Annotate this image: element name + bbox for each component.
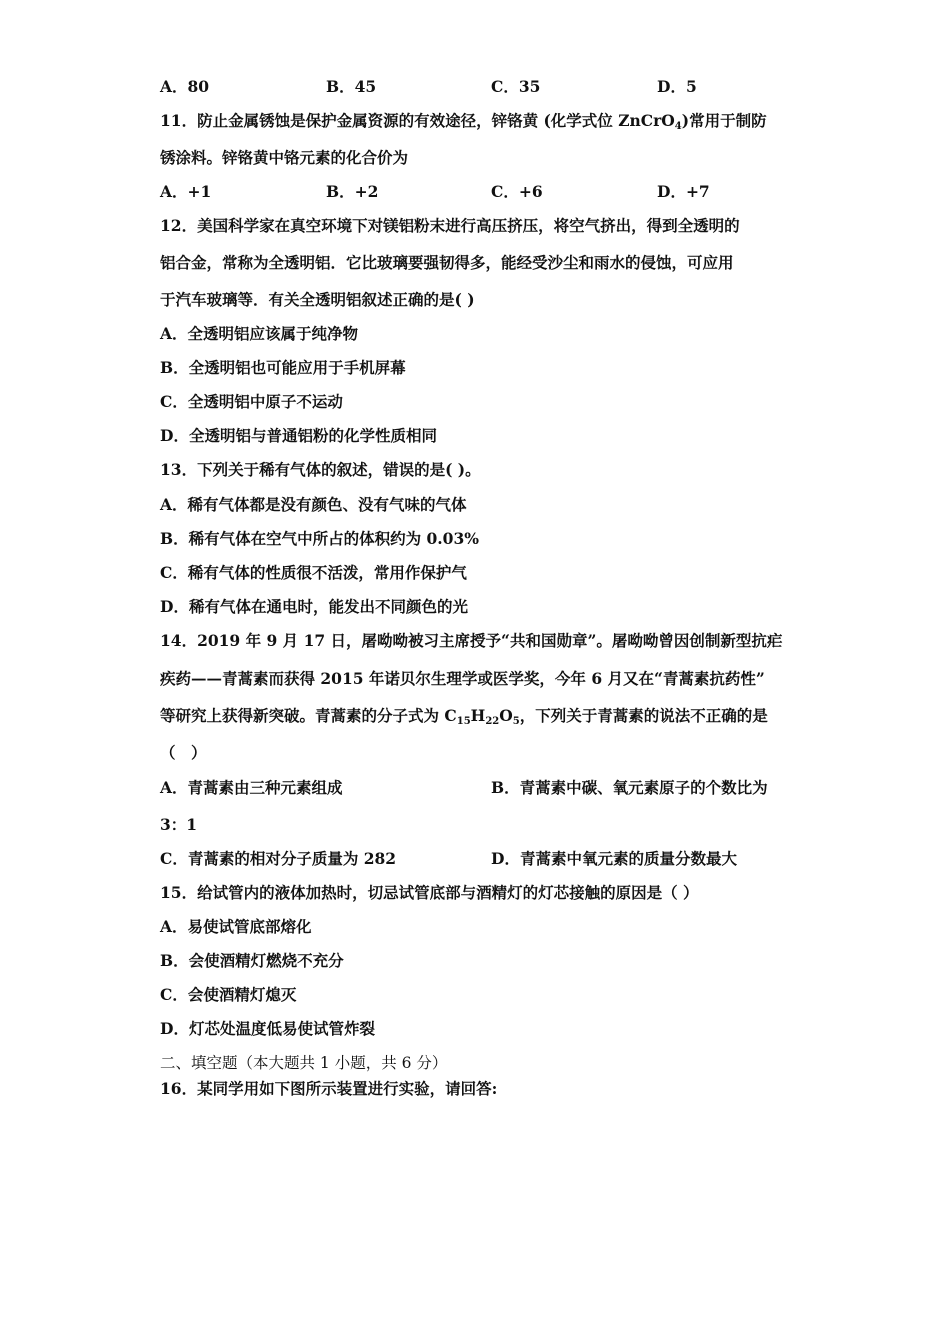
q12-option-b: B．全透明铝也可能应用于手机屏幕 xyxy=(160,358,406,377)
q12-option-a: A．全透明铝应该属于纯净物 xyxy=(160,324,359,343)
q14-stem-line3 xyxy=(160,706,768,726)
q13-option-c: C．稀有气体的性质很不活泼，常用作保护气 xyxy=(160,563,467,582)
q15-option-b: B．会使酒精灯燃烧不充分 xyxy=(160,951,344,970)
q14-stem-line2: 疾药——青蒿素而获得 2015 年诺贝尔生理学或医学奖，今年 6 月又在“青蒿素抗药性” xyxy=(160,669,765,688)
q14-text: 等研究上获得新突破。青蒿素的分子式为 C xyxy=(160,706,457,725)
q15-option-c: C．会使酒精灯熄灭 xyxy=(160,985,297,1004)
subscript: 15 xyxy=(456,716,471,727)
section-title: 二、填空题（本大题共 1 小题，共 6 分） xyxy=(160,1054,448,1072)
subscript: 22 xyxy=(485,716,500,727)
q12-option-d: D．全透明铝与普通铝粉的化学性质相同 xyxy=(160,426,437,445)
q14-option-a: A．青蒿素由三种元素组成 xyxy=(160,778,343,797)
q14-option-b-continued: 3：1 xyxy=(160,815,198,834)
q16-stem: 16．某同学用如下图所示装置进行实验，请回答: xyxy=(160,1079,498,1098)
q14-option-b: B．青蒿素中碳、氧元素原子的个数比为 xyxy=(491,778,768,797)
q11-stem-line2: 锈涂料。锌铬黄中铬元素的化合价为 xyxy=(160,148,409,167)
q12-stem-line1: 12．美国科学家在真空环境下对镁铝粉末进行高压挤压，将空气挤出，得到全透明的 xyxy=(160,216,740,235)
q11-text: 11．防止金属锈蚀是保护金属资源的有效途径，锌铬黄 (化学式位 ZnCrO xyxy=(160,111,675,130)
q14-stem-line4: （ ） xyxy=(160,743,207,762)
q10-option-d: D．5 xyxy=(657,77,697,96)
q11-option-b: B．+2 xyxy=(326,182,379,201)
q11-option-a: A．+1 xyxy=(160,182,212,201)
q10-option-b: B．45 xyxy=(326,77,377,96)
element-symbol: H xyxy=(470,706,486,725)
q14-text: ，下列关于青蒿素的说法不正确的是 xyxy=(519,706,768,725)
q13-option-d: D．稀有气体在通电时，能发出不同颜色的光 xyxy=(160,597,468,616)
q14-option-d: D．青蒿素中氧元素的质量分数最大 xyxy=(491,849,737,868)
q11-option-d: D．+7 xyxy=(657,182,710,201)
q11-text: )常用于制防 xyxy=(681,111,767,130)
q10-option-a: A．80 xyxy=(160,77,210,96)
subscript: 4 xyxy=(674,121,682,132)
q15-stem: 15．给试管内的液体加热时，切忌试管底部与酒精灯的灯芯接触的原因是（ ） xyxy=(160,883,699,902)
q11-option-c: C．+6 xyxy=(491,182,543,201)
q15-option-d: D．灯芯处温度低易使试管炸裂 xyxy=(160,1019,375,1038)
q11-stem-line1 xyxy=(160,111,767,131)
q12-option-c: C．全透明铝中原子不运动 xyxy=(160,392,343,411)
q12-stem-line3: 于汽车玻璃等．有关全透明铝叙述正确的是( ) xyxy=(160,290,475,309)
q13-option-a: A．稀有气体都是没有颜色、没有气味的气体 xyxy=(160,495,467,514)
q13-stem: 13．下列关于稀有气体的叙述，错误的是( )。 xyxy=(160,460,481,479)
element-symbol: O xyxy=(499,706,513,725)
q15-option-a: A．易使试管底部熔化 xyxy=(160,917,312,936)
q14-stem-line1: 14．2019 年 9 月 17 日，屠呦呦被习主席授予“共和国勋章”。屠呦呦曾因创制新型抗疟 xyxy=(160,631,783,650)
subscript: 5 xyxy=(512,716,520,727)
q13-option-b: B．稀有气体在空气中所占的体积约为 0.03% xyxy=(160,529,479,548)
q12-stem-line2: 铝合金，常称为全透明铝．它比玻璃要强韧得多，能经受沙尘和雨水的侵蚀，可应用 xyxy=(160,253,734,272)
q14-option-c: C．青蒿素的相对分子质量为 282 xyxy=(160,849,397,868)
q10-option-c: C．35 xyxy=(491,77,541,96)
